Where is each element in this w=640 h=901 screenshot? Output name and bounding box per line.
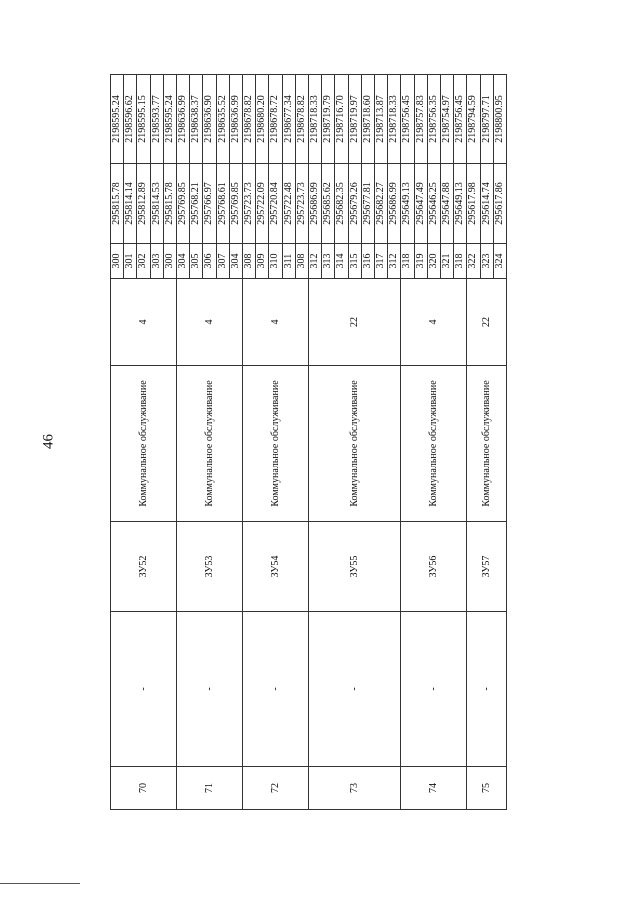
plot-id-cell: ЗУ55: [309, 522, 401, 612]
use-code-cell: 4: [111, 279, 177, 366]
coord-y-cell: 2198596.62: [124, 75, 137, 164]
point-number-cell: 310: [269, 244, 282, 279]
point-number-cell: 306: [203, 244, 216, 279]
point-number-cell: 303: [150, 244, 163, 279]
point-number-cell: 300: [163, 244, 176, 279]
coord-y-cell: 2198595.24: [111, 75, 124, 164]
table-row: [401, 75, 414, 810]
permitted-use-cell: Коммунальное обслуживание: [111, 366, 177, 522]
permitted-use-cell: Коммунальное обслуживание: [243, 366, 309, 522]
point-number-cell: 319: [414, 244, 427, 279]
plot-id-cell: ЗУ56: [401, 522, 467, 612]
point-number-cell: 307: [216, 244, 229, 279]
use-code-cell: 4: [401, 279, 467, 366]
point-number-cell: 322: [467, 244, 480, 279]
coord-y-cell: 2198680.20: [256, 75, 269, 164]
permitted-use-cell: Коммунальное обслуживание: [309, 366, 401, 522]
point-number-cell: 314: [335, 244, 348, 279]
coord-x-cell: 295815.78: [111, 164, 124, 244]
coord-y-cell: 2198719.97: [348, 75, 361, 164]
point-number-cell: 313: [322, 244, 335, 279]
permitted-use-cell: Коммунальное обслуживание: [177, 366, 243, 522]
row-number-cell: 74: [401, 767, 467, 810]
coord-y-cell: 2198756.35: [427, 75, 440, 164]
coord-y-cell: 2198636.99: [229, 75, 242, 164]
dash-cell: -: [111, 612, 177, 767]
coord-x-cell: 295814.14: [124, 164, 137, 244]
row-number-cell: 70: [111, 767, 177, 810]
point-number-cell: 324: [493, 244, 506, 279]
point-number-cell: 309: [256, 244, 269, 279]
coord-y-cell: 2198636.99: [177, 75, 190, 164]
coord-y-cell: 2198678.82: [295, 75, 308, 164]
point-number-cell: 308: [295, 244, 308, 279]
coord-y-cell: 2198754.97: [441, 75, 454, 164]
coord-x-cell: 295815.78: [163, 164, 176, 244]
table-row: [243, 75, 256, 810]
table-row: [467, 75, 480, 810]
point-number-cell: 320: [427, 244, 440, 279]
use-code-cell: 22: [309, 279, 401, 366]
plot-id-cell: ЗУ57: [467, 522, 507, 612]
coord-y-cell: 2198595.15: [137, 75, 150, 164]
coord-x-cell: 295766.97: [203, 164, 216, 244]
coord-x-cell: 295647.49: [414, 164, 427, 244]
use-code-cell: 4: [177, 279, 243, 366]
coord-y-cell: 2198757.83: [414, 75, 427, 164]
coord-x-cell: 295720.84: [269, 164, 282, 244]
coord-x-cell: 295614.74: [480, 164, 493, 244]
point-number-cell: 304: [177, 244, 190, 279]
coord-x-cell: 295812.89: [137, 164, 150, 244]
point-number-cell: 300: [111, 244, 124, 279]
dash-cell: -: [177, 612, 243, 767]
dash-cell: -: [243, 612, 309, 767]
point-number-cell: 316: [361, 244, 374, 279]
table-row: [309, 75, 322, 810]
coord-x-cell: 295647.88: [441, 164, 454, 244]
coord-y-cell: 2198794.59: [467, 75, 480, 164]
point-number-cell: 317: [375, 244, 388, 279]
row-number-cell: 75: [467, 767, 507, 810]
coord-x-cell: 295723.73: [295, 164, 308, 244]
coord-y-cell: 2198718.33: [309, 75, 322, 164]
point-number-cell: 305: [190, 244, 203, 279]
dash-cell: -: [401, 612, 467, 767]
coord-y-cell: 2198635.52: [216, 75, 229, 164]
rotated-table-container: [110, 75, 631, 810]
table-row: [177, 75, 190, 810]
coord-x-cell: 295686.99: [388, 164, 401, 244]
coord-y-cell: 2198756.45: [401, 75, 414, 164]
coord-x-cell: 295769.85: [229, 164, 242, 244]
coord-y-cell: 2198593.77: [150, 75, 163, 164]
point-number-cell: 311: [282, 244, 295, 279]
dash-cell: -: [467, 612, 507, 767]
coord-y-cell: 2198719.79: [322, 75, 335, 164]
coord-y-cell: 2198718.60: [361, 75, 374, 164]
point-number-cell: 321: [441, 244, 454, 279]
coord-y-cell: 2198638.37: [190, 75, 203, 164]
coord-y-cell: 2198797.71: [480, 75, 493, 164]
coord-y-cell: 2198678.72: [269, 75, 282, 164]
plot-id-cell: ЗУ53: [177, 522, 243, 612]
point-number-cell: 312: [388, 244, 401, 279]
coord-x-cell: 295814.53: [150, 164, 163, 244]
coord-y-cell: 2198636.90: [203, 75, 216, 164]
coord-y-cell: 2198800.95: [493, 75, 506, 164]
point-number-cell: 312: [309, 244, 322, 279]
coord-x-cell: 295649.13: [454, 164, 467, 244]
point-number-cell: 302: [137, 244, 150, 279]
coord-x-cell: 295722.09: [256, 164, 269, 244]
coord-x-cell: 295686.99: [309, 164, 322, 244]
coord-x-cell: 295679.26: [348, 164, 361, 244]
coord-x-cell: 295685.62: [322, 164, 335, 244]
coord-x-cell: 295769.85: [177, 164, 190, 244]
coord-x-cell: 295649.13: [401, 164, 414, 244]
coord-x-cell: 295677.81: [361, 164, 374, 244]
coord-y-cell: 2198595.24: [163, 75, 176, 164]
point-number-cell: 315: [348, 244, 361, 279]
coord-y-cell: 2198678.82: [243, 75, 256, 164]
coord-x-cell: 295768.21: [190, 164, 203, 244]
coord-x-cell: 295682.27: [375, 164, 388, 244]
point-number-cell: 323: [480, 244, 493, 279]
land-plot-coordinates-table: [110, 74, 507, 810]
row-number-cell: 71: [177, 767, 243, 810]
coord-y-cell: 2198756.45: [454, 75, 467, 164]
coord-x-cell: 295722.48: [282, 164, 295, 244]
permitted-use-cell: Коммунальное обслуживание: [467, 366, 507, 522]
use-code-cell: 22: [467, 279, 507, 366]
coord-y-cell: 2198713.87: [375, 75, 388, 164]
coord-x-cell: 295682.35: [335, 164, 348, 244]
point-number-cell: 318: [401, 244, 414, 279]
coord-y-cell: 2198718.33: [388, 75, 401, 164]
point-number-cell: 304: [229, 244, 242, 279]
row-number-cell: 73: [309, 767, 401, 810]
coord-x-cell: 295646.25: [427, 164, 440, 244]
point-number-cell: 318: [454, 244, 467, 279]
permitted-use-cell: Коммунальное обслуживание: [401, 366, 467, 522]
coord-y-cell: 2198716.70: [335, 75, 348, 164]
table-row: [111, 75, 124, 810]
bottom-rule: [0, 883, 80, 884]
coord-x-cell: 295617.86: [493, 164, 506, 244]
coord-y-cell: 2198677.34: [282, 75, 295, 164]
coord-x-cell: 295617.98: [467, 164, 480, 244]
point-number-cell: 301: [124, 244, 137, 279]
use-code-cell: 4: [243, 279, 309, 366]
point-number-cell: 308: [243, 244, 256, 279]
coord-x-cell: 295723.73: [243, 164, 256, 244]
page-number: 46: [40, 434, 57, 449]
plot-id-cell: ЗУ52: [111, 522, 177, 612]
table-body: [111, 75, 507, 810]
plot-id-cell: ЗУ54: [243, 522, 309, 612]
coord-x-cell: 295768.61: [216, 164, 229, 244]
row-number-cell: 72: [243, 767, 309, 810]
dash-cell: -: [309, 612, 401, 767]
